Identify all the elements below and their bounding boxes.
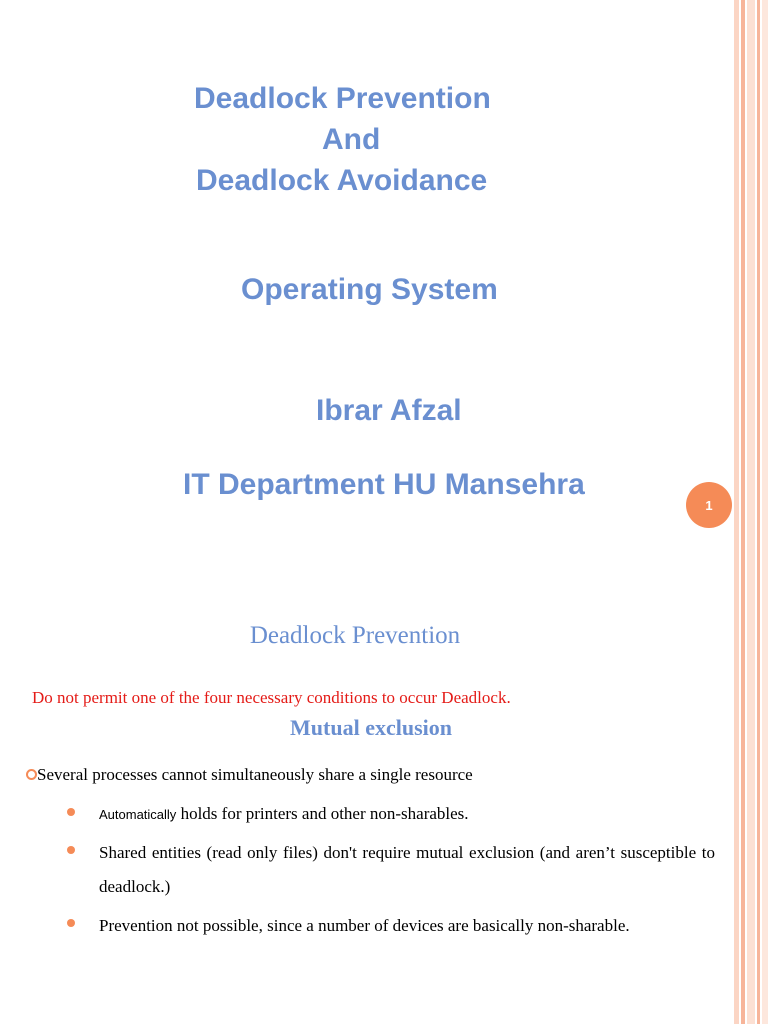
main-point: Several processes cannot simultaneously share a single resource — [37, 765, 473, 784]
bullet-item-1-prefix: Automatically — [99, 807, 177, 822]
decorative-band — [734, 0, 739, 560]
bullet-dot-icon — [67, 919, 75, 927]
page-number-badge: 1 — [686, 482, 732, 528]
slide-title: Deadlock Prevention — [249, 622, 461, 649]
subheading: Mutual exclusion — [290, 715, 452, 740]
bullet-item-1 — [99, 797, 715, 832]
subject-title: Operating System — [241, 273, 498, 306]
decorative-band — [741, 0, 745, 560]
bullet-item-2: Shared entities (read only files) don't require mutual exclusion (and aren’t susceptible to deadlock.) — [99, 843, 715, 896]
decorative-band — [762, 0, 768, 560]
decorative-band — [741, 560, 745, 1024]
decorative-band — [762, 560, 768, 1024]
ring-bullet-icon — [26, 769, 37, 780]
decorative-band — [757, 0, 760, 560]
content-slide — [0, 560, 768, 1024]
decorative-band — [747, 0, 755, 560]
bullet-item-3: Prevention not possible, since a number of devices are basically non-sharable. — [99, 916, 630, 935]
decorative-band — [747, 560, 755, 1024]
decorative-band — [734, 560, 739, 1024]
title-line-2: And — [322, 123, 381, 156]
intro-statement: Do not permit one of the four necessary conditions to occur Deadlock. — [32, 688, 511, 707]
bullet-dot-icon — [67, 846, 75, 854]
bullet-dot-icon — [67, 808, 75, 816]
department-name: IT Department HU Mansehra — [183, 468, 585, 501]
title-line-1: Deadlock Prevention — [194, 82, 491, 115]
decorative-band — [757, 560, 760, 1024]
title-line-3: Deadlock Avoidance — [196, 164, 488, 197]
author-name: Ibrar Afzal — [316, 394, 462, 427]
bullet-item-1-text: holds for printers and other non-sharables. — [176, 804, 469, 823]
